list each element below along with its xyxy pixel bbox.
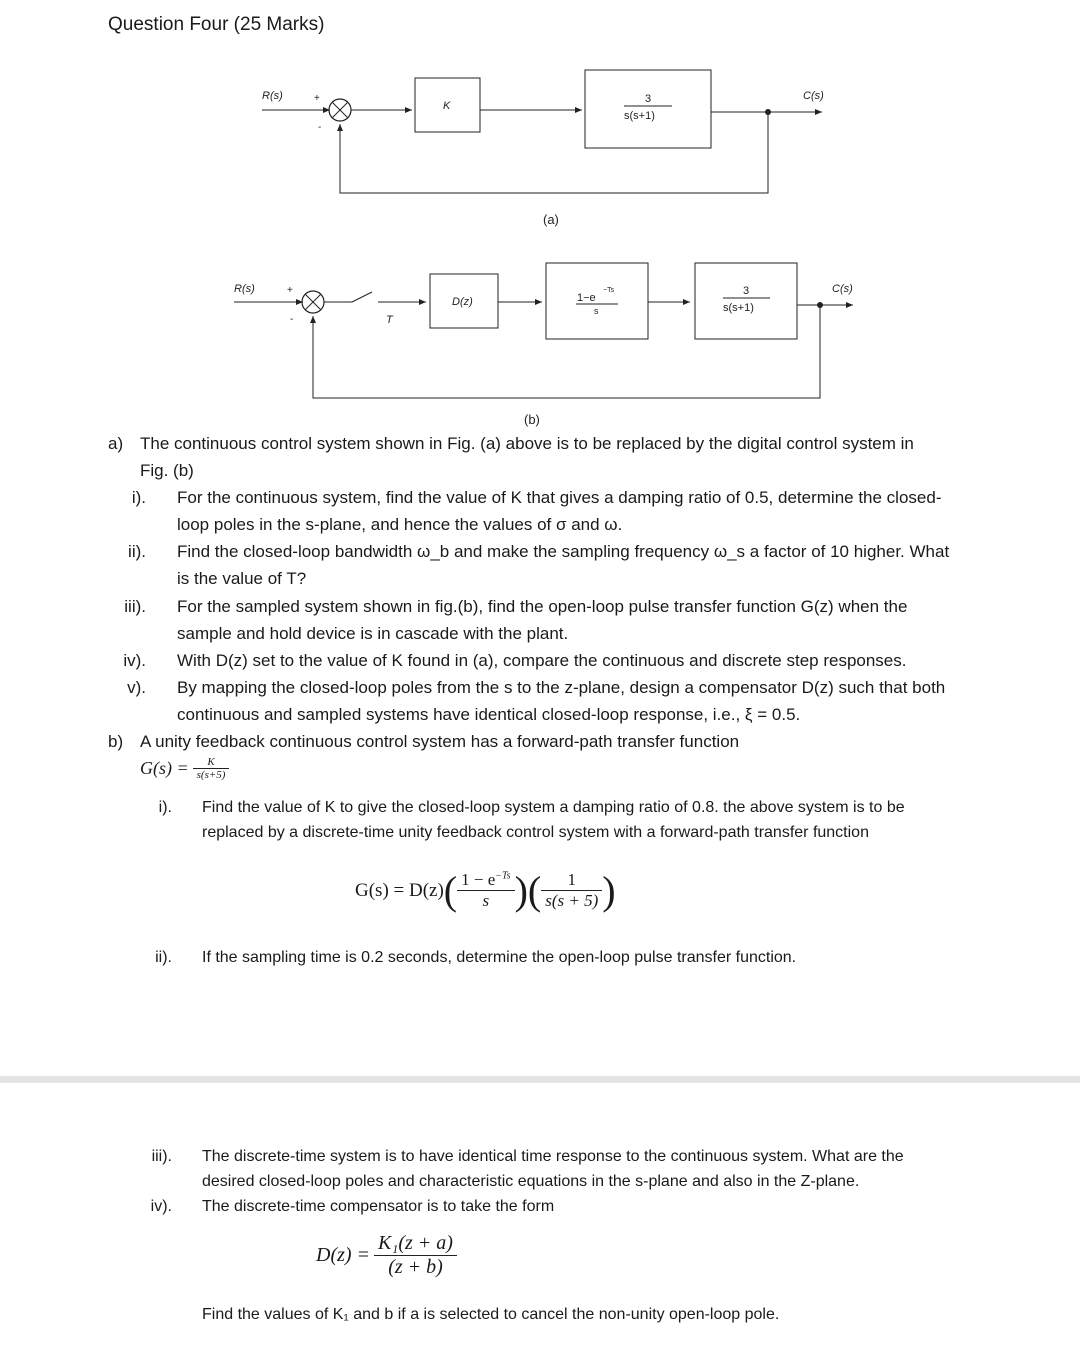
part-b-item-2-num: ii).: [155, 949, 172, 966]
part-b-item-3-line2: desired closed-loop poles and characteristic equations in the s-plane and also in the Z-plane.: [202, 1173, 860, 1190]
fig-b-plant-block: [695, 263, 797, 339]
part-b-item-1-line2: replaced by a discrete-time unity feedback control system with a forward-path transfer function: [202, 824, 869, 841]
part-a-item-5-line2: continuous and sampled systems have identical closed-loop response, i.e., ξ = 0.5.: [177, 705, 801, 724]
part-b-item-4-num: iv).: [150, 1198, 172, 1215]
fig-a-plant-num: 3: [645, 93, 652, 105]
fig-a-gain: K: [443, 100, 451, 112]
fig-b-sampler-label: T: [386, 314, 393, 326]
eq2-num: K₁(z + a): [374, 1232, 457, 1256]
part-a-item-4-num: iv).: [123, 651, 146, 670]
fig-a-plant-den: s(s+1): [624, 110, 655, 122]
part-a-label: a): [108, 434, 124, 453]
fig-b-plus: +: [287, 285, 293, 296]
part-a-item-2-num: ii).: [128, 542, 146, 561]
part-b-gs-equation: [140, 756, 229, 781]
fig-b-input-label: R(s): [234, 283, 255, 295]
page-divider: [0, 1076, 1080, 1083]
fig-b-zoh-num: 1−e: [577, 292, 596, 304]
part-a-item-3-line1: For the sampled system shown in fig.(b), find the open-loop pulse transfer function G(z) when the: [177, 597, 908, 616]
fig-b-zoh-exp: −Ts: [603, 287, 615, 294]
part-b-item-2-line1: If the sampling time is 0.2 seconds, determine the open-loop pulse transfer function.: [202, 949, 797, 966]
part-a-item-3-line2: sample and hold device is in cascade with the plant.: [177, 624, 569, 643]
eq1-den2: s(s + 5): [545, 891, 599, 910]
part-a-item-2-line2: is the value of T?: [177, 569, 307, 588]
fig-a-minus: -: [318, 122, 322, 133]
fig-a-input-label: R(s): [262, 90, 283, 102]
block-diagram-a: [250, 60, 850, 235]
fig-a-caption: (a): [543, 212, 559, 227]
part-a-item-1-line1: For the continuous system, find the value of K that gives a damping ratio of 0.5, determine the closed-: [177, 488, 942, 507]
fig-a-plant-block: [585, 70, 711, 148]
part-a-item-2-line1: Find the closed-loop bandwidth ω_b and make the sampling frequency ω_s a factor of 10 higher. What: [177, 542, 950, 561]
part-b-item-3-line1: The discrete-time system is to have identical time response to the continuous system. What are the: [202, 1148, 904, 1165]
eq1-exp1: −Ts: [495, 870, 511, 882]
fig-b-output-label: C(s): [832, 283, 853, 295]
part-b-item-4-line1: The discrete-time compensator is to take the form: [202, 1198, 555, 1215]
fig-b-caption: (b): [524, 412, 540, 427]
fig-b-sampler-switch: [352, 292, 372, 302]
eq1-lhs: G(s) = D(z): [355, 879, 444, 901]
fig-b-plant-den: s(s+1): [723, 302, 754, 314]
eq1-num2: 1: [541, 870, 602, 891]
part-a-item-5-line1: By mapping the closed-loop poles from the s to the z-plane, design a compensator D(z) such that both: [177, 678, 946, 697]
fig-b-plant-num: 3: [743, 285, 750, 297]
part-a-item-1-num: i).: [131, 488, 146, 507]
eq1-den1: s: [482, 891, 490, 910]
eq2-den: (z + b): [388, 1256, 443, 1278]
eq2-lhs: D(z) =: [316, 1244, 371, 1266]
fig-b-zoh-block: [546, 263, 648, 339]
fig-a-output-label: C(s): [803, 90, 824, 102]
part-b-intro: A unity feedback continuous control system has a forward-path transfer function: [140, 732, 740, 751]
part-a-item-1-line2: loop poles in the s-plane, and hence the values of σ and ω.: [177, 515, 623, 534]
fig-a-plus: +: [314, 93, 320, 104]
part-b-compensator-equation: [316, 1232, 457, 1279]
part-a-item-3-num: iii).: [124, 597, 146, 616]
part-b-item-1-line1: Find the value of K to give the closed-loop system a damping ratio of 0.8. the above system is to be: [202, 799, 905, 816]
part-a-item-5-num: v).: [127, 678, 146, 697]
part-b-gs-num: K: [193, 756, 230, 769]
part-a-intro-2: Fig. (b): [140, 461, 194, 480]
part-b-label: b): [108, 732, 124, 751]
fig-b-zoh-den: s: [594, 306, 599, 316]
part-b-gs-den: s(s+5): [196, 769, 226, 781]
part-b-item-3-num: iii).: [151, 1148, 172, 1165]
fig-b-minus: -: [290, 314, 294, 325]
part-a-intro-1: The continuous control system shown in Fig. (a) above is to be replaced by the digital control system in: [140, 434, 914, 453]
part-a-item-4-line1: With D(z) set to the value of K found in (a), compare the continuous and discrete step responses.: [177, 651, 907, 670]
part-b-gs-lhs: G(s) =: [140, 758, 189, 778]
block-diagram-b: [225, 255, 865, 430]
fig-b-controller: D(z): [452, 296, 473, 308]
question-title: Question Four (25 Marks): [108, 14, 325, 35]
part-b-pulse-equation: G(s) = D(z) ( $\frac{1 - e^{-Ts}}{s}$ ) ( $\frac{1}{s(s + 5)}$ ): [355, 867, 616, 913]
part-b-item-1-num: i).: [158, 799, 172, 816]
part-b-final-instruction: Find the values of K₁ and b if a is selected to cancel the non-unity open-loop pole.: [202, 1306, 780, 1323]
eq1-num1: 1 − e: [461, 870, 496, 889]
